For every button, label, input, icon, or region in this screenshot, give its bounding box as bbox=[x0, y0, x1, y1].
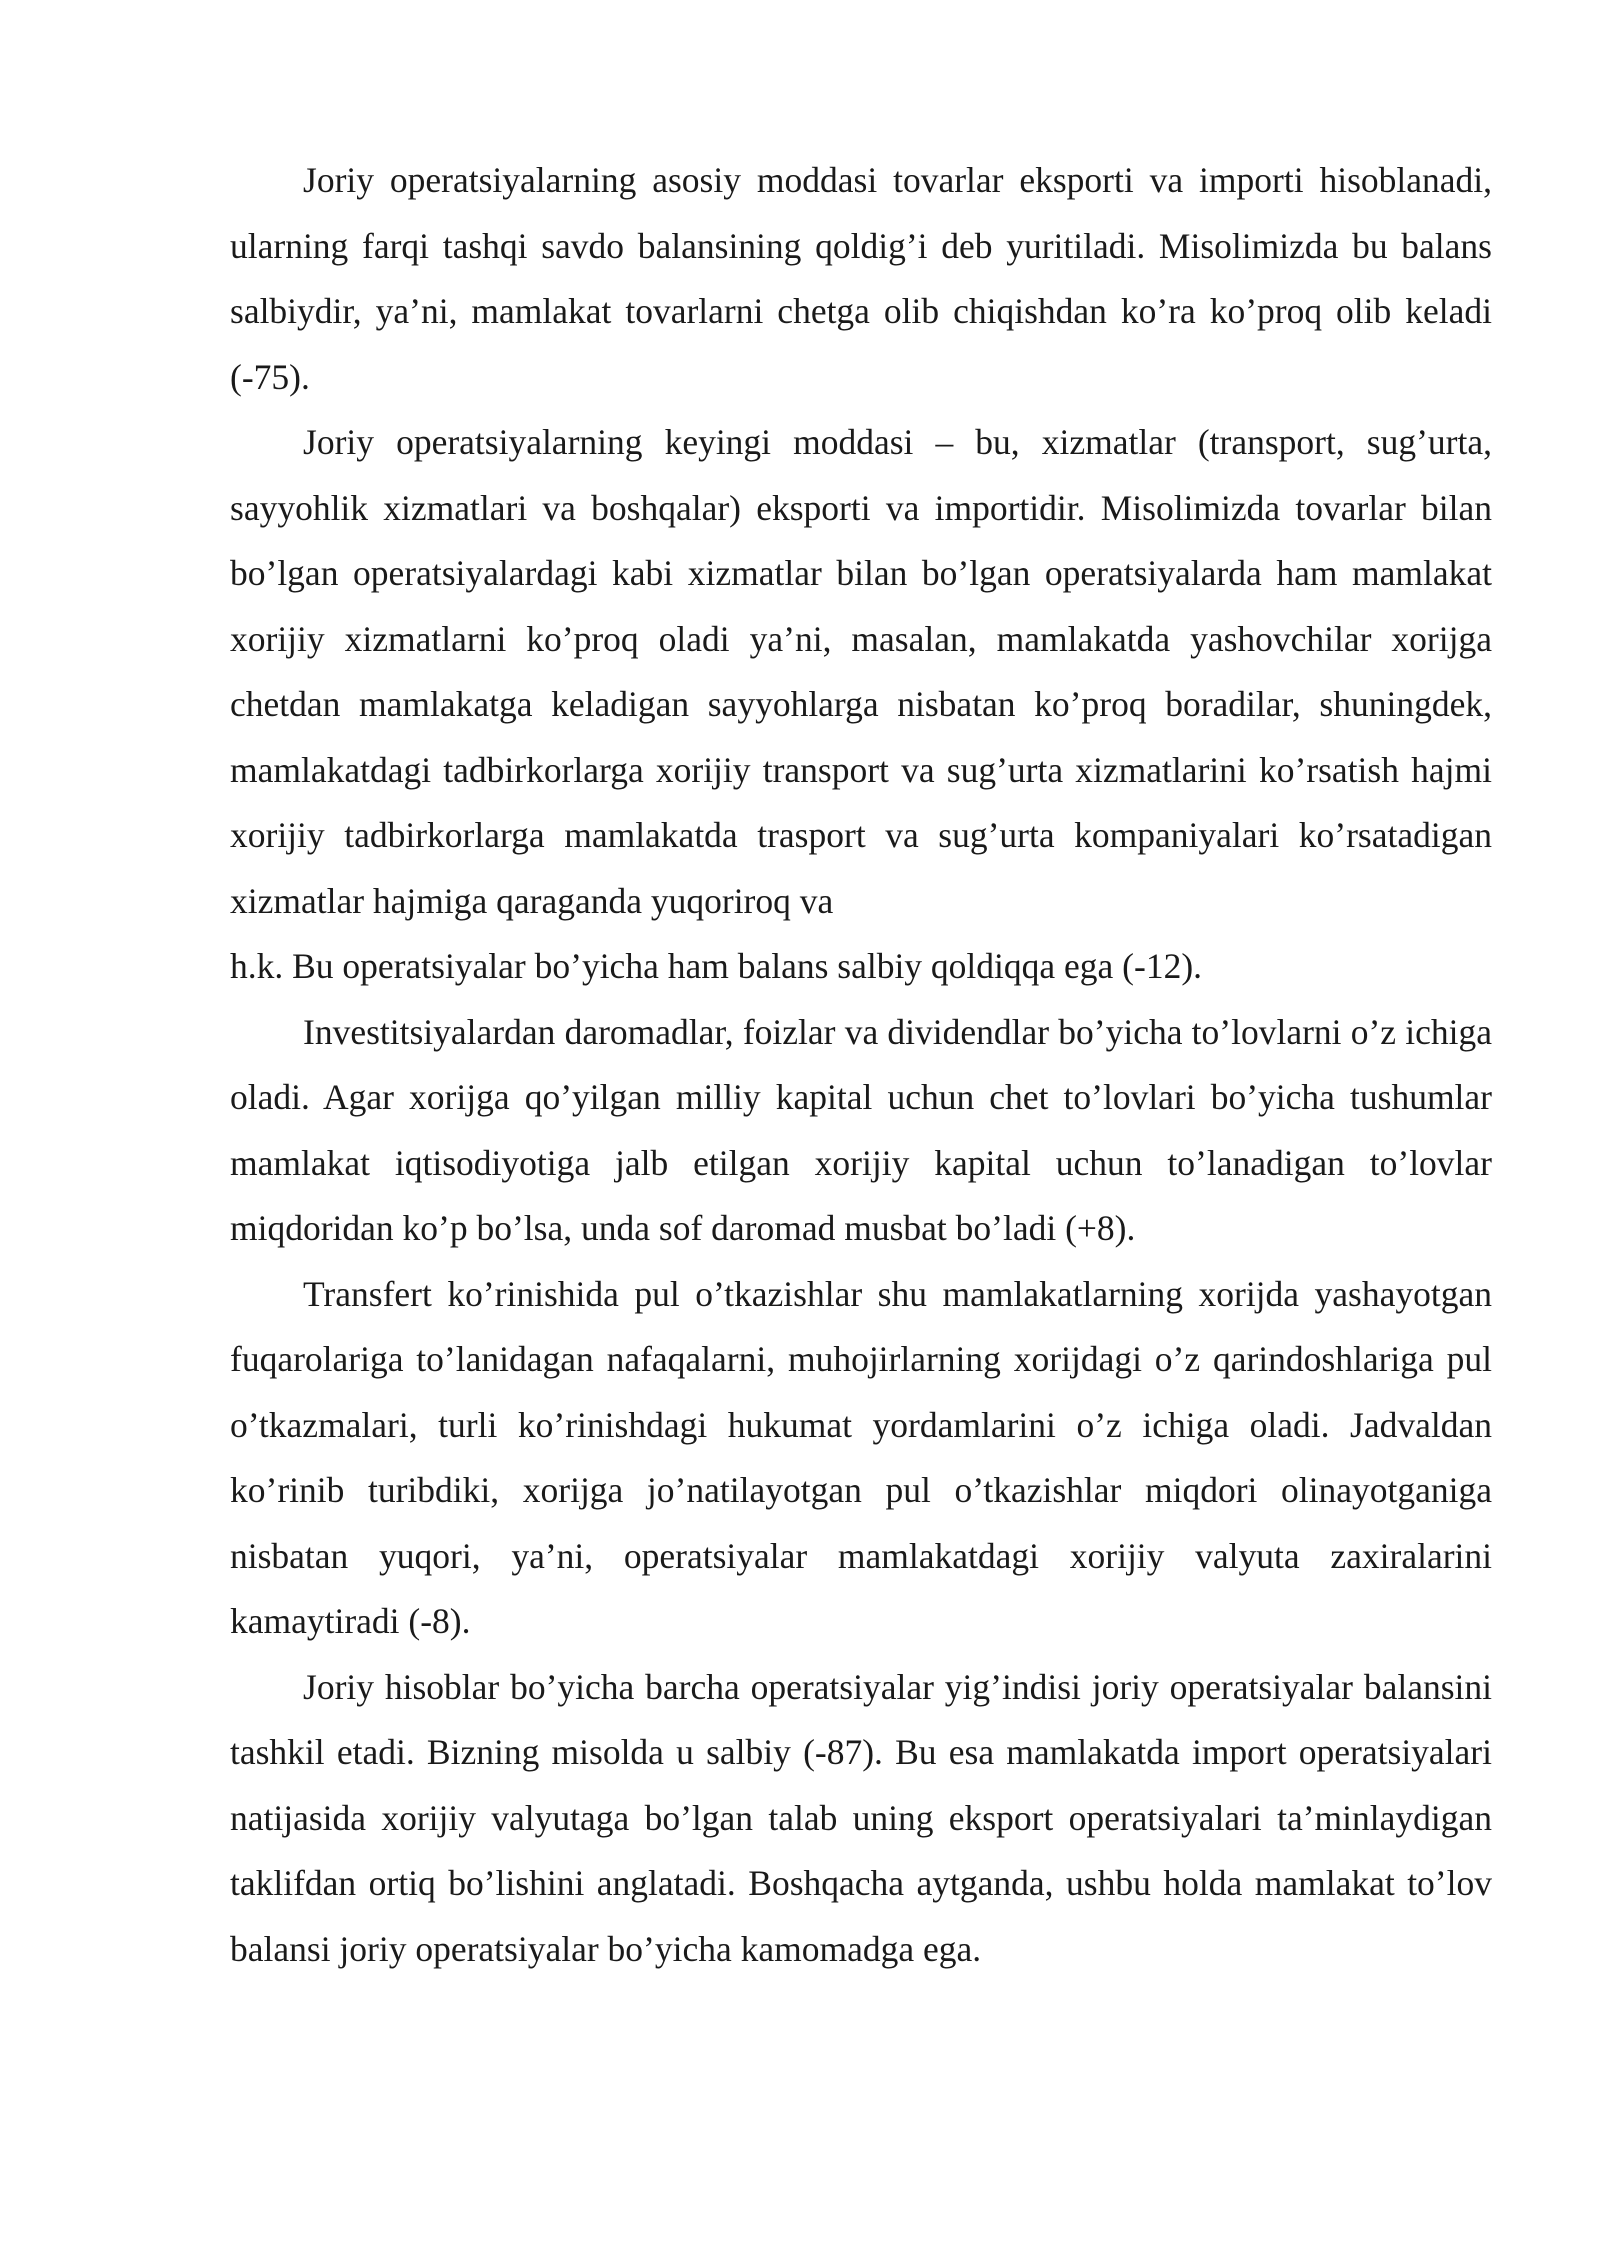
paragraph-current-account-balance: Joriy hisoblar bo’yicha barcha operatsiyalar yig’indisi joriy operatsiyalar balansini tashkil etadi. Bizning misolda u salbiy (-87). Bu esa mamlakatda import operatsiyalari natijasida xorijiy valyutaga bo’lgan talab uning eksport operatsiyalari ta’minlaydigan taklifdan ortiq bo’lishini anglatadi. Boshqacha aytganda, ushbu holda mamlakat to’lov balansi joriy operatsiyalar bo’yicha kamomadga ega. bbox=[230, 1666, 1492, 1969]
paragraph-transfers: Transfert ko’rinishida pul o’tkazishlar shu mamlakatlarning xorijda yashayotgan fuqarolariga to’lanidagan nafaqalarni, muhojirlarning xorijdagi o’z qarindoshlariga pul o’tkazmalari, turli ko’rinishdagi hukumat yordamlarini o’z ichiga oladi. Jadvaldan ko’rinib turibdiki, xorijga jo’natilayotgan pul o’tkazishlar miqdori olinayotganiga nisbatan yuqori, ya’ni, operatsiyalar mamlakatdagi xorijiy valyuta zaxiralarini kamaytiradi (-8). bbox=[230, 1273, 1492, 1641]
paragraph-services-balance: h.k. Bu operatsiyalar bo’yicha ham balans salbiy qoldiqqa ega (-12). bbox=[230, 946, 1203, 986]
document-page bbox=[230, 148, 1492, 1982]
paragraph-services-trade: Joriy operatsiyalarning keyingi moddasi – bu, xizmatlar (transport, sug’urta, sayyohlik xizmatlari va boshqalar) eksporti va importidir. Misolimizda tovarlar bilan bo’lgan operatsiyalardagi kabi xizmatlar bilan bo’lgan operatsiyalarda ham mamlakat xorijiy xizmatlarni ko’proq oladi ya’ni, masalan, mamlakatda yashovchilar xorijga chetdan mamlakatga keladigan sayyohlarga nisbatan ko’proq boradilar, shuningdek, mamlakatdagi tadbirkorlarga xorijiy transport va sug’urta xizmatlarini ko’rsatish hajmi xorijiy tadbirkorlarga mamlakatda trasport va sug’urta kompaniyalari ko’rsatadigan xizmatlar hajmiga qaraganda yuqoriroq va bbox=[230, 422, 1492, 921]
paragraph-investment-income: Investitsiyalardan daromadlar, foizlar va dividendlar bo’yicha to’lovlarni o’z ichiga oladi. Agar xorijga qo’yilgan milliy kapital uchun chet to’lovlari bo’yicha tushumlar mamlakat iqtisodiyotiga jalb etilgan xorijiy kapital uchun to’lanadigan to’lovlar miqdoridan ko’p bo’lsa, unda sof daromad musbat bo’ladi (+8). bbox=[230, 1011, 1492, 1248]
paragraph-goods-trade: Joriy operatsiyalarning asosiy moddasi tovarlar eksporti va importi hisoblanadi, ularning farqi tashqi savdo balansining qoldig’i deb yuritiladi. Misolimizda bu balans salbiydir, ya’ni, mamlakat tovarlarni chetga olib chiqishdan ko’ra ko’proq olib keladi (-75). bbox=[230, 160, 1492, 397]
